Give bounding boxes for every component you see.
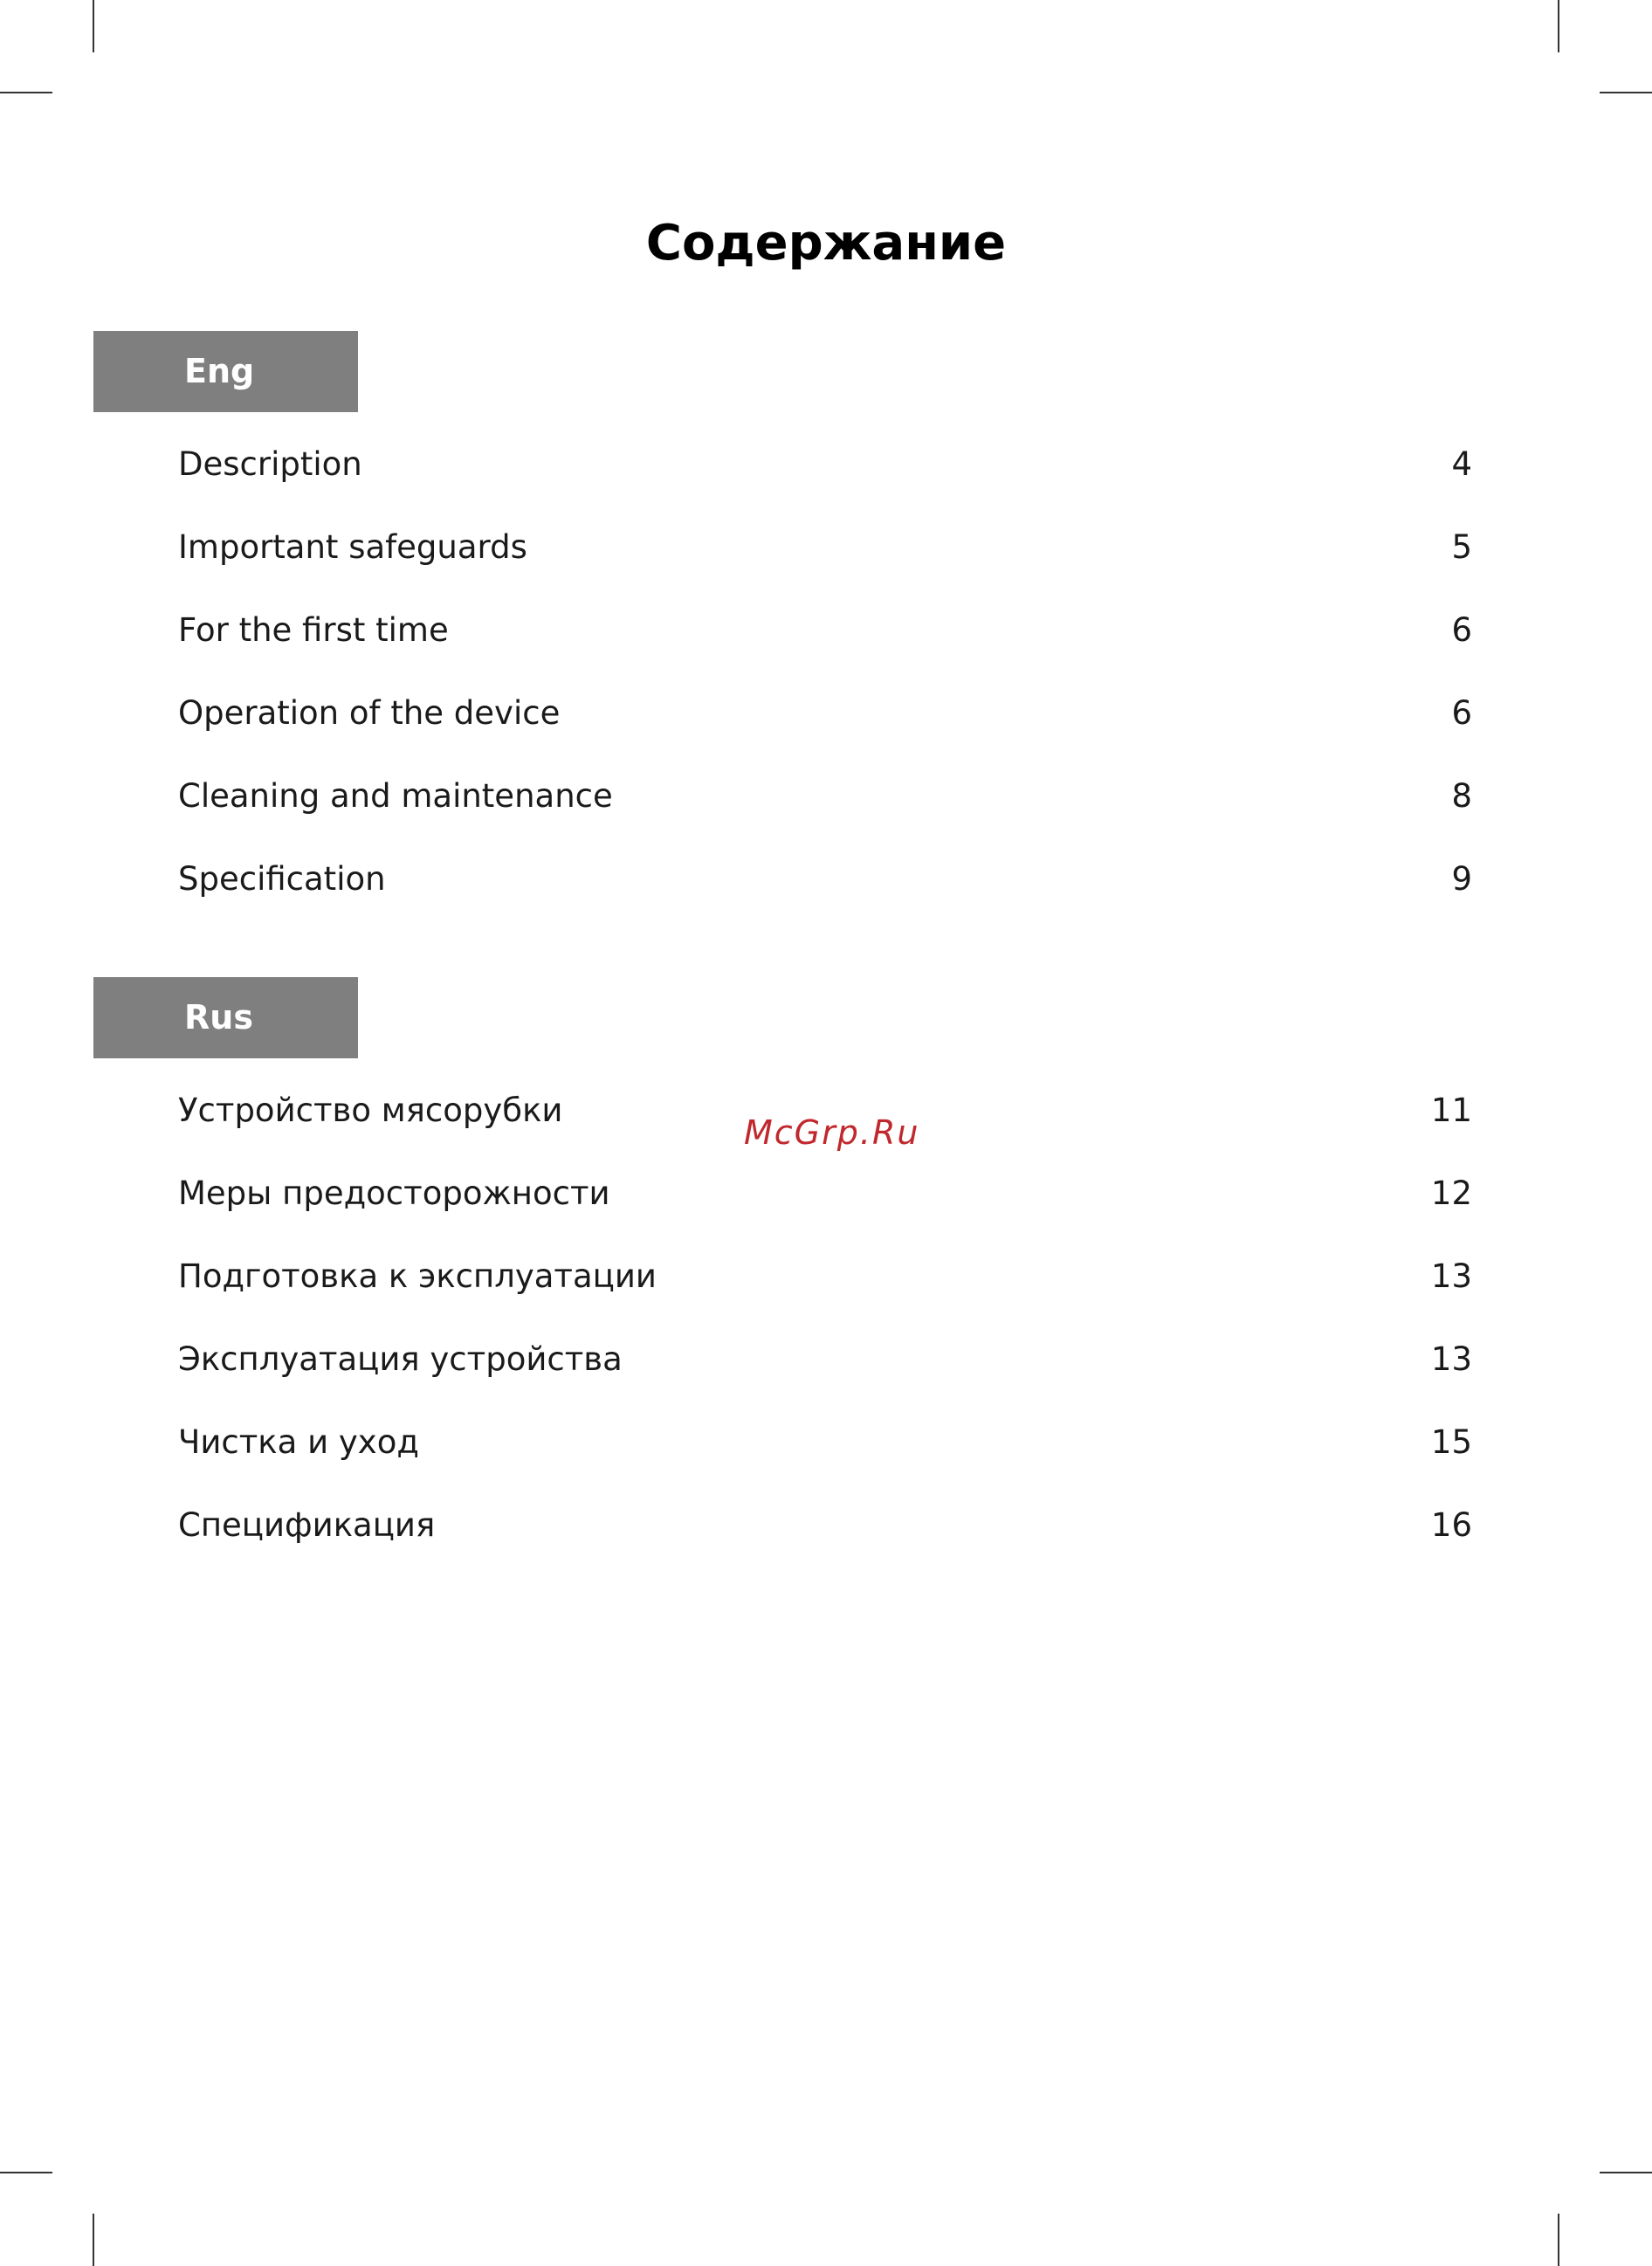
toc-entry[interactable] bbox=[178, 589, 1472, 672]
toc-entry[interactable] bbox=[178, 837, 1472, 920]
toc-entry-page: 16 bbox=[1430, 1506, 1472, 1544]
toc-entry[interactable] bbox=[178, 754, 1472, 837]
toc-entry-page: 9 bbox=[1451, 860, 1472, 898]
toc-entry-label: Подготовка к эксплуатации bbox=[178, 1257, 657, 1295]
toc-entry-page: 4 bbox=[1451, 445, 1472, 483]
toc-entry-label: For the first time bbox=[178, 611, 449, 649]
toc-entry-page: 13 bbox=[1430, 1340, 1472, 1378]
toc-entry[interactable] bbox=[178, 506, 1472, 589]
toc-entry-label: Specification bbox=[178, 860, 386, 898]
crop-mark-top-left bbox=[93, 0, 94, 52]
toc-list-eng bbox=[178, 423, 1472, 920]
toc-entry-label: Important safeguards bbox=[178, 528, 527, 566]
toc-entry[interactable] bbox=[178, 672, 1472, 754]
crop-mark-top-right bbox=[1600, 92, 1652, 93]
watermark-text: McGrp.Ru bbox=[744, 1113, 920, 1152]
toc-entry-page: 5 bbox=[1451, 528, 1472, 566]
toc-entry-page: 13 bbox=[1430, 1257, 1472, 1295]
crop-mark-bottom-left bbox=[93, 2214, 94, 2266]
section-tab-eng: Eng bbox=[93, 331, 358, 412]
crop-mark-bottom-left bbox=[0, 2172, 52, 2173]
toc-entry[interactable] bbox=[178, 423, 1472, 506]
section-tab-rus: Rus bbox=[93, 977, 358, 1058]
toc-entry-label: Operation of the device bbox=[178, 694, 561, 732]
crop-mark-bottom-right bbox=[1558, 2214, 1559, 2266]
toc-entry-label: Cleaning and maintenance bbox=[178, 777, 613, 815]
toc-entry-page: 15 bbox=[1430, 1423, 1472, 1461]
toc-entry-label: Устройство мясорубки bbox=[178, 1092, 563, 1129]
toc-entry[interactable] bbox=[178, 1401, 1472, 1484]
toc-entry-label: Спецификация bbox=[178, 1506, 436, 1544]
toc-entry-page: 12 bbox=[1430, 1174, 1472, 1212]
crop-mark-top-left bbox=[0, 92, 52, 93]
toc-entry[interactable] bbox=[178, 1484, 1472, 1567]
crop-mark-bottom-right bbox=[1600, 2172, 1652, 2173]
toc-entry-page: 6 bbox=[1451, 611, 1472, 649]
toc-entry-page: 11 bbox=[1430, 1092, 1472, 1129]
toc-entry-label: Чистка и уход bbox=[178, 1423, 419, 1461]
toc-entry-page: 6 bbox=[1451, 694, 1472, 732]
toc-entry[interactable] bbox=[178, 1235, 1472, 1318]
toc-entry-label: Description bbox=[178, 445, 362, 483]
crop-mark-top-right bbox=[1558, 0, 1559, 52]
toc-entry-label: Эксплуатация устройства bbox=[178, 1340, 623, 1378]
toc-entry[interactable] bbox=[178, 1152, 1472, 1235]
toc-entry-page: 8 bbox=[1451, 777, 1472, 815]
page-title: Содержание bbox=[645, 215, 1007, 272]
toc-entry-label: Меры предосторожности bbox=[178, 1174, 610, 1212]
toc-entry[interactable] bbox=[178, 1318, 1472, 1401]
